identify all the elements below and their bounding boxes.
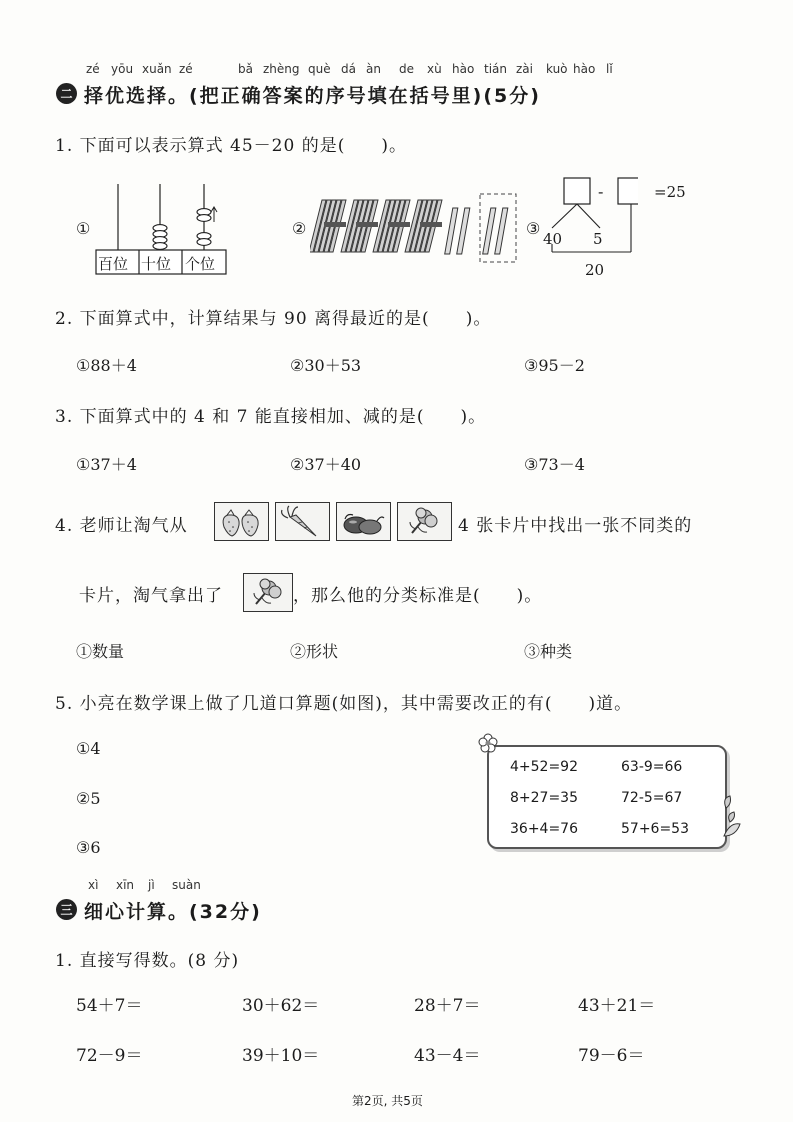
calc-problem: 72－9＝ xyxy=(76,1046,143,1066)
q1-option-3-mark: ③ xyxy=(526,219,541,238)
pinyin: xīn xyxy=(116,878,135,892)
calc-instruction: 1. 直接写得数。(8 分) xyxy=(55,951,240,971)
pinyin: bǎ xyxy=(238,62,253,76)
question-2-text: 2. 下面算式中，计算结果与 90 离得最近的是( )。 xyxy=(55,309,492,329)
pinyin: zé xyxy=(86,62,100,76)
section-number-badge: 二 xyxy=(56,83,77,104)
calc-problem: 30＋62＝ xyxy=(242,996,320,1016)
calc-problem: 54＋7＝ xyxy=(76,996,143,1016)
q2-option-3: ③95－2 xyxy=(524,356,585,375)
cabbage-icon xyxy=(244,574,292,611)
section-number-badge: 三 xyxy=(56,899,77,920)
pinyin: hào xyxy=(452,62,475,76)
pinyin: xù xyxy=(427,62,442,76)
pinyin: àn xyxy=(366,62,381,76)
pinyin: de xyxy=(399,62,414,76)
abacus-label-tens: 十位 xyxy=(141,255,172,273)
abacus-label-hundreds: 百位 xyxy=(98,255,129,273)
section-title: 择优选择。(把正确答案的序号填在括号里)(5分) xyxy=(84,85,541,107)
diagram-minus-sign: - xyxy=(598,182,604,201)
pinyin: xì xyxy=(88,878,99,892)
q4-option-1: ①数量 xyxy=(76,642,125,661)
q1-option-2-mark: ② xyxy=(292,219,307,238)
card-cabbage-chosen xyxy=(243,573,293,612)
card-carrot xyxy=(275,502,330,541)
number-split-diagram xyxy=(542,176,638,262)
q5-option-1: ①4 xyxy=(76,739,101,758)
q5-option-2: ②5 xyxy=(76,789,101,808)
q3-option-1: ①37＋4 xyxy=(76,455,137,474)
calc-problem: 39＋10＝ xyxy=(242,1046,320,1066)
question-4-text-c: 卡片，淘气拿出了 xyxy=(79,586,223,606)
q1-option-1-mark: ① xyxy=(76,219,91,238)
q4-option-2: ②形状 xyxy=(290,642,339,661)
pinyin: suàn xyxy=(172,878,201,892)
calc-problem: 28＋7＝ xyxy=(414,996,481,1016)
pinyin: kuò xyxy=(546,62,568,76)
equation: 63-9=66 xyxy=(621,759,683,775)
pinyin: zài xyxy=(516,62,533,76)
abacus-label-ones: 个位 xyxy=(185,255,216,273)
card-cabbage xyxy=(397,502,452,541)
pinyin: hào xyxy=(573,62,596,76)
pinyin: yōu xyxy=(111,62,134,76)
question-1-text: 1. 下面可以表示算式 45－20 的是( )。 xyxy=(55,136,407,156)
pinyin: zhèng xyxy=(263,62,300,76)
card-eggplant xyxy=(336,502,391,541)
card-strawberry xyxy=(214,502,269,541)
leaf-icon xyxy=(720,792,746,842)
stick-bundles-illustration xyxy=(310,190,522,266)
pinyin: què xyxy=(308,62,331,76)
diagram-part-b: 5 xyxy=(593,230,603,248)
eggplant-icon xyxy=(337,503,390,540)
question-4-text-a: 4. 老师让淘气从 xyxy=(55,516,188,536)
calc-problem: 43＋21＝ xyxy=(578,996,656,1016)
flower-icon xyxy=(478,733,498,753)
diagram-part-a: 40 xyxy=(543,230,563,248)
q4-option-3: ③种类 xyxy=(524,642,573,661)
equation: 4+52=92 xyxy=(510,759,578,775)
question-4-text-b: 4 张卡片中找出一张不同类的 xyxy=(458,516,693,536)
equation: 8+27=35 xyxy=(510,790,578,806)
equation: 57+6=53 xyxy=(621,821,689,837)
pinyin: lǐ xyxy=(606,62,613,76)
equation: 72-5=67 xyxy=(621,790,683,806)
strawberry-icon xyxy=(215,503,268,540)
calc-problem: 79－6＝ xyxy=(578,1046,645,1066)
section-title: 细心计算。(32分) xyxy=(84,901,262,923)
q2-option-2: ②30＋53 xyxy=(290,356,362,375)
question-4-text-d: ，那么他的分类标准是( )。 xyxy=(293,586,543,606)
pinyin: xuǎn xyxy=(142,62,172,76)
pinyin: tián xyxy=(484,62,507,76)
q5-option-3: ③6 xyxy=(76,838,101,857)
pinyin: dá xyxy=(341,62,356,76)
q3-option-2: ②37＋40 xyxy=(290,455,362,474)
question-3-text: 3. 下面算式中的 4 和 7 能直接相加、减的是( )。 xyxy=(55,407,487,427)
pinyin: jì xyxy=(148,878,155,892)
diagram-result: =25 xyxy=(654,183,686,201)
diagram-total: 20 xyxy=(585,261,605,279)
carrot-icon xyxy=(276,503,329,540)
calc-problem: 43－4＝ xyxy=(414,1046,481,1066)
cabbage-icon xyxy=(398,503,451,540)
q2-option-1: ①88＋4 xyxy=(76,356,137,375)
question-5-text: 5. 小亮在数学课上做了几道口算题(如图)，其中需要改正的有( )道。 xyxy=(55,694,633,714)
equation: 36+4=76 xyxy=(510,821,578,837)
q3-option-3: ③73－4 xyxy=(524,455,585,474)
pinyin: zé xyxy=(179,62,193,76)
page-footer: 第2页, 共5页 xyxy=(352,1094,423,1108)
